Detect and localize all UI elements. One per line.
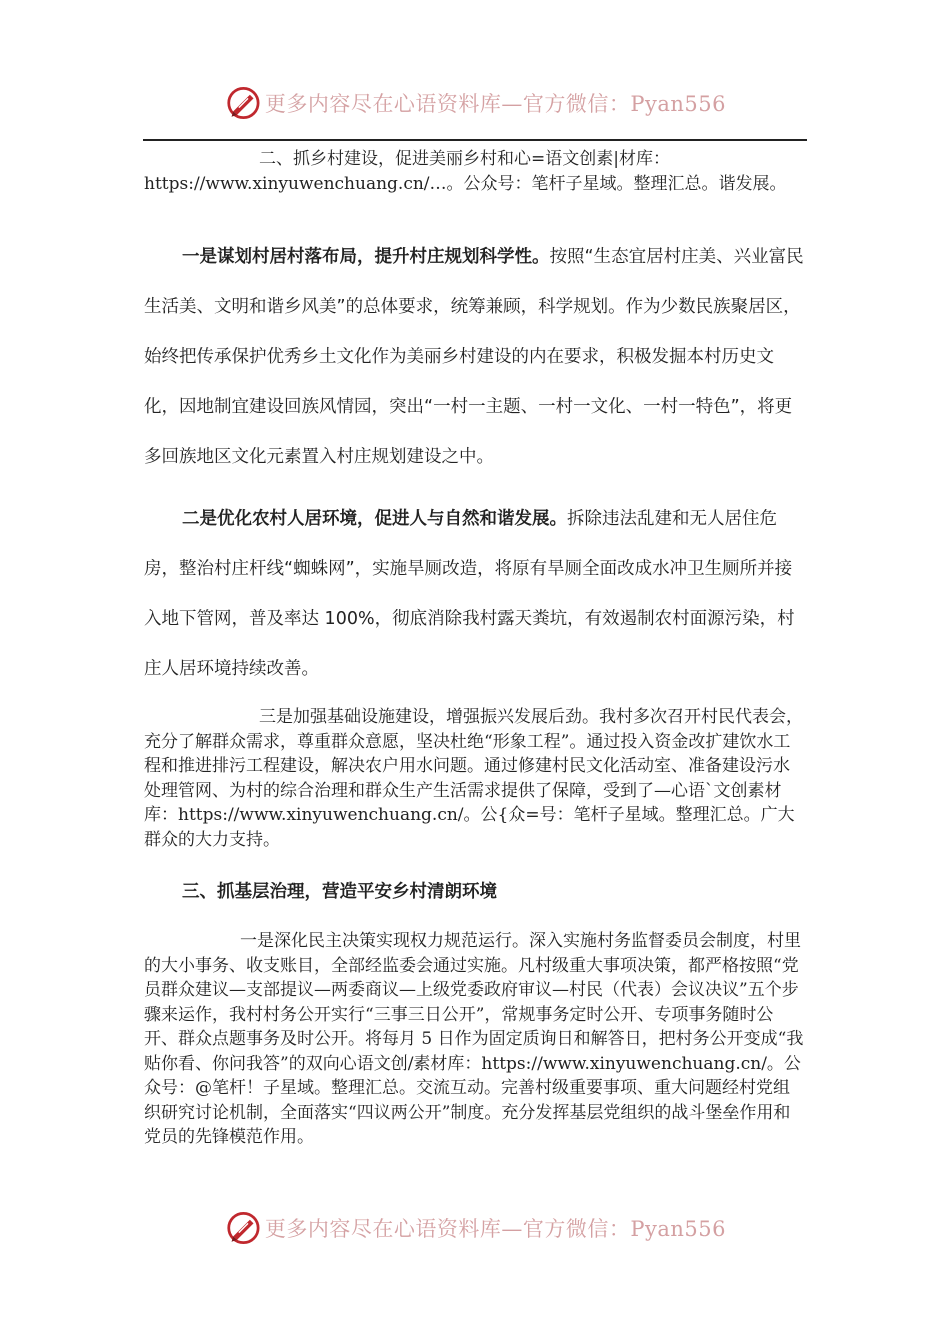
section2-p3-text: 三是加强基础设施建设，增强振兴发展后劲。我村多次召开村民代表会，充分了解群众需求，尊重群众意愿，坚决杜绝“形象工程”。通过投入资金改扩建饮水工程和推进排污工程建设，解决农户用水问题。通过修建村民文化活动室、准备建设污水处理管网、为村的综合治理和群众生产生活需求提供了保障，受到了—心语`文创素材库：https://www.xinyuwenchuang.cn/。公{众=号：笔杆子星域。整理汇总。广大群众的大力支持。	[144, 707, 803, 850]
section2-paragraph-2	[144, 494, 806, 694]
section2-intro	[144, 147, 806, 196]
section2-paragraph-3	[144, 705, 806, 852]
pen-logo-icon	[226, 1209, 261, 1247]
header-banner	[226, 83, 726, 123]
footer-banner-text: 更多内容尽在心语资料库—官方微信：Pyan556	[264, 1217, 726, 1241]
footer-banner	[226, 1208, 726, 1248]
section3-p1-text: 一是深化民主决策实现权力规范运行。深入实施村务监督委员会制度，村里的大小事务、收支账目，全部经监委会通过实施。凡村级重大事项决策，都严格按照“党员群众建议—支部提议—两委商议—上级党委政府审议—村民（代表）会议决议”五个步骤来运作，我村村务公开实行“三事三日公开”，常规事务定时公开、专项事务随时公开、群众点题事务及时公开。将每月 5 日作为固定质询日和解答日，把村务公开变成“我贴你看、你问我答”的双向心语文创/素材库：https://www.xinyuwenchuang.cn/。公众号：@笔杆！子星域。整理汇总。交流互动。完善村级重要事项、重大问题经村党组织研究讨论机制，全面落实“四议两公开”制度。充分发挥基层党组织的战斗堡垒作用和党员的先锋模范作用。	[144, 931, 804, 1147]
header-divider	[143, 139, 807, 141]
header-banner-text: 更多内容尽在心语资料库—官方微信：Pyan556	[264, 92, 726, 116]
section3-heading: 三、抓基层治理，营造平安乡村清朗环境	[182, 882, 497, 902]
section2-p1-lead: 一是谋划村居村落布局，提升村庄规划科学性。	[182, 247, 550, 267]
section2-p2-body: 拆除违法乱建和无人居住危房，整治村庄杆线“蜘蛛网”，实施旱厕改造，将原有旱厕全面改成水冲卫生厕所并接入地下管网，普及率达 100%，彻底消除我村露天粪坑，有效遏制农村面源污染，村庄人居环境持续改善。	[144, 509, 795, 679]
section2-paragraph-1	[144, 232, 806, 482]
section2-intro-text: 二、抓乡村建设，促进美丽乡村和心=语文创素|材库：https://www.xinyuwenchuang.cn/…。公众号：笔杆子星域。整理汇总。谐发展。	[144, 149, 787, 194]
section2-p1-body: 按照“生态宜居村庄美、兴业富民生活美、文明和谐乡风美”的总体要求，统筹兼顾，科学规划。作为少数民族聚居区，始终把传承保护优秀乡土文化作为美丽乡村建设的内在要求，积极发掘本村历史文化，因地制宜建设回族风情园，突出“一村一主题、一村一文化、一村一特色”，将更多回族地区文化元素置入村庄规划建设之中。	[144, 247, 804, 467]
pen-logo-icon	[226, 84, 261, 122]
section3-paragraph-1	[144, 929, 806, 1150]
section2-p2-lead: 二是优化农村人居环境，促进人与自然和谐发展。	[182, 509, 567, 529]
